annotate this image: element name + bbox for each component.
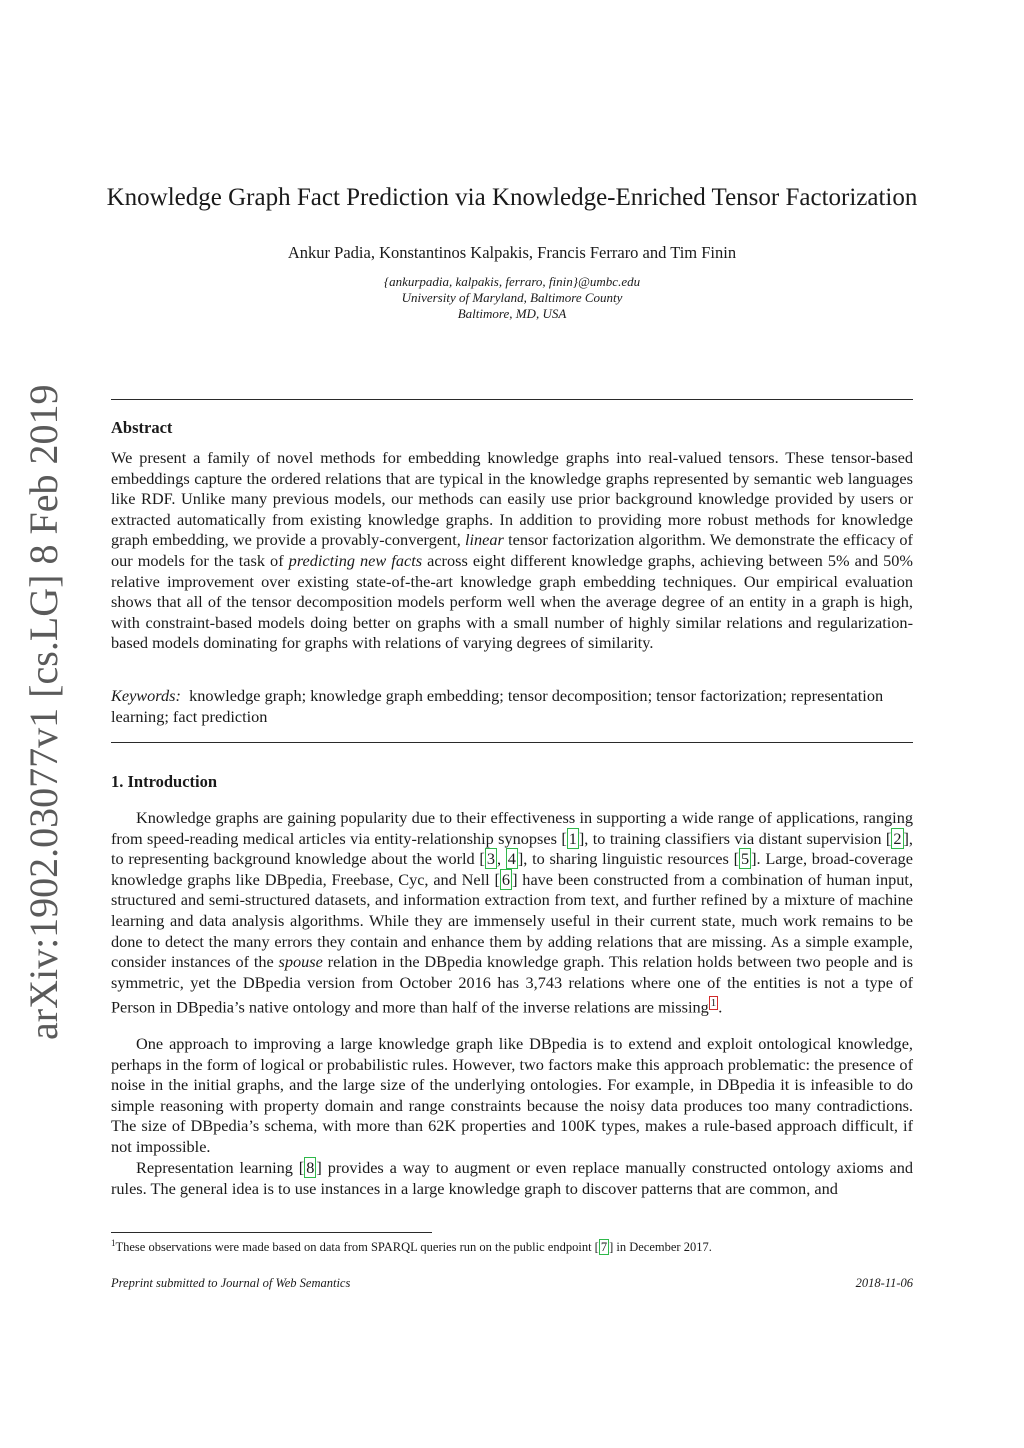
- keywords-text: knowledge graph; knowledge graph embedding; tensor decomposition; tensor factorization; representation learning; fact prediction: [111, 686, 884, 726]
- arxiv-side-stamp: arXiv:1902.03077v1 [cs.LG] 8 Feb 2019: [21, 384, 66, 1040]
- abstract-bottom-rule: [111, 742, 913, 743]
- section-heading-introduction: 1. Introduction: [111, 772, 218, 791]
- intro-paragraph-1: Knowledge graphs are gaining popularity due to their effectiveness in supporting a wide range of applications, ranging from speed-reading medical articles via entity-relationship synopses [ 1 ], to training classifiers via distant supervision [ 2 ], to representing background knowledge about the world [ 3 , 4 ], to sharing linguistic resources [ 5 ]. Large, broad-coverage knowledge graphs like DBpedia, Freebase, Cyc, and Nell [ 6 ] have been constructed from a combination of human input, structured and semi-structured datasets, and information extraction from text, and further refined by a mixture of machine learning and data analysis algorithms. While they are immensely useful in their current state, much work remains to be done to detect the many errors they contain and enhance them by adding relations that are missing. As a simple example, consider instances of the spouse relation in the DBpedia knowledge graph. This relation holds between two people and is symmetric, yet the DBpedia version from October 2016 has 3,743 relations where one of the entities is not a type of Person in DBpedia’s native ontology and more than half of the inverse relations are missing $^1$ .: [111, 808, 914, 1017]
- author-institution: University of Maryland, Baltimore County: [401, 290, 623, 305]
- citation-link-7[interactable]: 7: [600, 1240, 608, 1255]
- author-location: Baltimore, MD, USA: [457, 306, 567, 321]
- intro-paragraph-2: One approach to improving a large knowledge graph like DBpedia is to extend and exploit ontological knowledge, perhaps in the form of logical or probabilistic rules. However, two factors make this approach problematic: the presence of noise in the initial graphs, and the large size of the underlying ontologies. For example, in DBpedia it is infeasible to do simple reasoning with property domain and range constraints because the noisy data produces too many contradictions. The size of DBpedia’s schema, with more than 62K properties and 100K types, makes a rule-based approach difficult, if not impossible.: [111, 1034, 913, 1156]
- footnote: $^1$These observations were made based on data from SPARQL queries run on the public endpoint [ 7 ] in December 2017.: [111, 1238, 712, 1255]
- keywords: [111, 686, 913, 727]
- citation-link-3[interactable]: 3: [486, 849, 495, 869]
- citation-link-4[interactable]: 4: [507, 849, 516, 869]
- keywords-label: Keywords:: [111, 686, 181, 705]
- footnote-link-1[interactable]: 1: [710, 997, 717, 1010]
- emphasis-spouse: spouse: [278, 952, 323, 972]
- abstract-heading: Abstract: [111, 418, 173, 437]
- emphasis-linear: linear: [464, 530, 504, 550]
- footnote-number: 1: [111, 1238, 116, 1248]
- citation-link-2[interactable]: 2: [893, 828, 902, 848]
- paper-title: Knowledge Graph Fact Prediction via Knowledge-Enriched Tensor Factorization: [106, 184, 918, 211]
- intro-paragraph-3: Representation learning [ 8 ] provides a way to augment or even replace manually constructed ontology axioms and rules. The general idea is to use instances in a large knowledge graph to discover patterns that are common, and: [111, 1158, 914, 1198]
- author-emails: {ankurpadia, kalpakis, ferraro, finin}@umbc.edu: [383, 274, 641, 289]
- author-list: Ankur Padia, Konstantinos Kalpakis, Francis Ferraro and Tim Finin: [287, 243, 737, 262]
- footer-journal: Preprint submitted to Journal of Web Semantics: [111, 1276, 351, 1290]
- emphasis-predicting-new-facts: predicting new facts: [288, 550, 423, 570]
- abstract-text: We present a family of novel methods for embedding knowledge graphs into real-valued tensors. These tensor-based embeddings capture the ordered relations that are typical in the knowledge graphs represented by semantic web languages like RDF. Unlike many previous models, our methods can easily use prior background knowledge provided by users or extracted automatically from existing knowledge graphs. In addition to providing more robust methods for knowledge graph embedding, we provide a provably-convergent, linear tensor factorization algorithm. We demonstrate the efficacy of our models for the task of predicting new facts across eight different knowledge graphs, achieving between 5% and 50% relative improvement over existing state-of-the-art knowledge graph embedding techniques. Our empirical evaluation shows that all of the tensor decomposition models perform well when the average degree of an entity in a graph is high, with constraint-based models doing better on graphs with a small number of highly similar relations and regularization-based models dominating for graphs with relations of varying degrees of similarity.: [111, 448, 913, 653]
- footnote-rule: [111, 1232, 432, 1233]
- citation-link-1[interactable]: 1: [568, 828, 577, 848]
- citation-link-6[interactable]: 6: [501, 869, 511, 889]
- citation-link-8[interactable]: 8: [306, 1158, 315, 1177]
- citation-link-5[interactable]: 5: [741, 849, 750, 869]
- abstract-top-rule: [111, 399, 913, 400]
- footer-date: 2018-11-06: [855, 1276, 913, 1290]
